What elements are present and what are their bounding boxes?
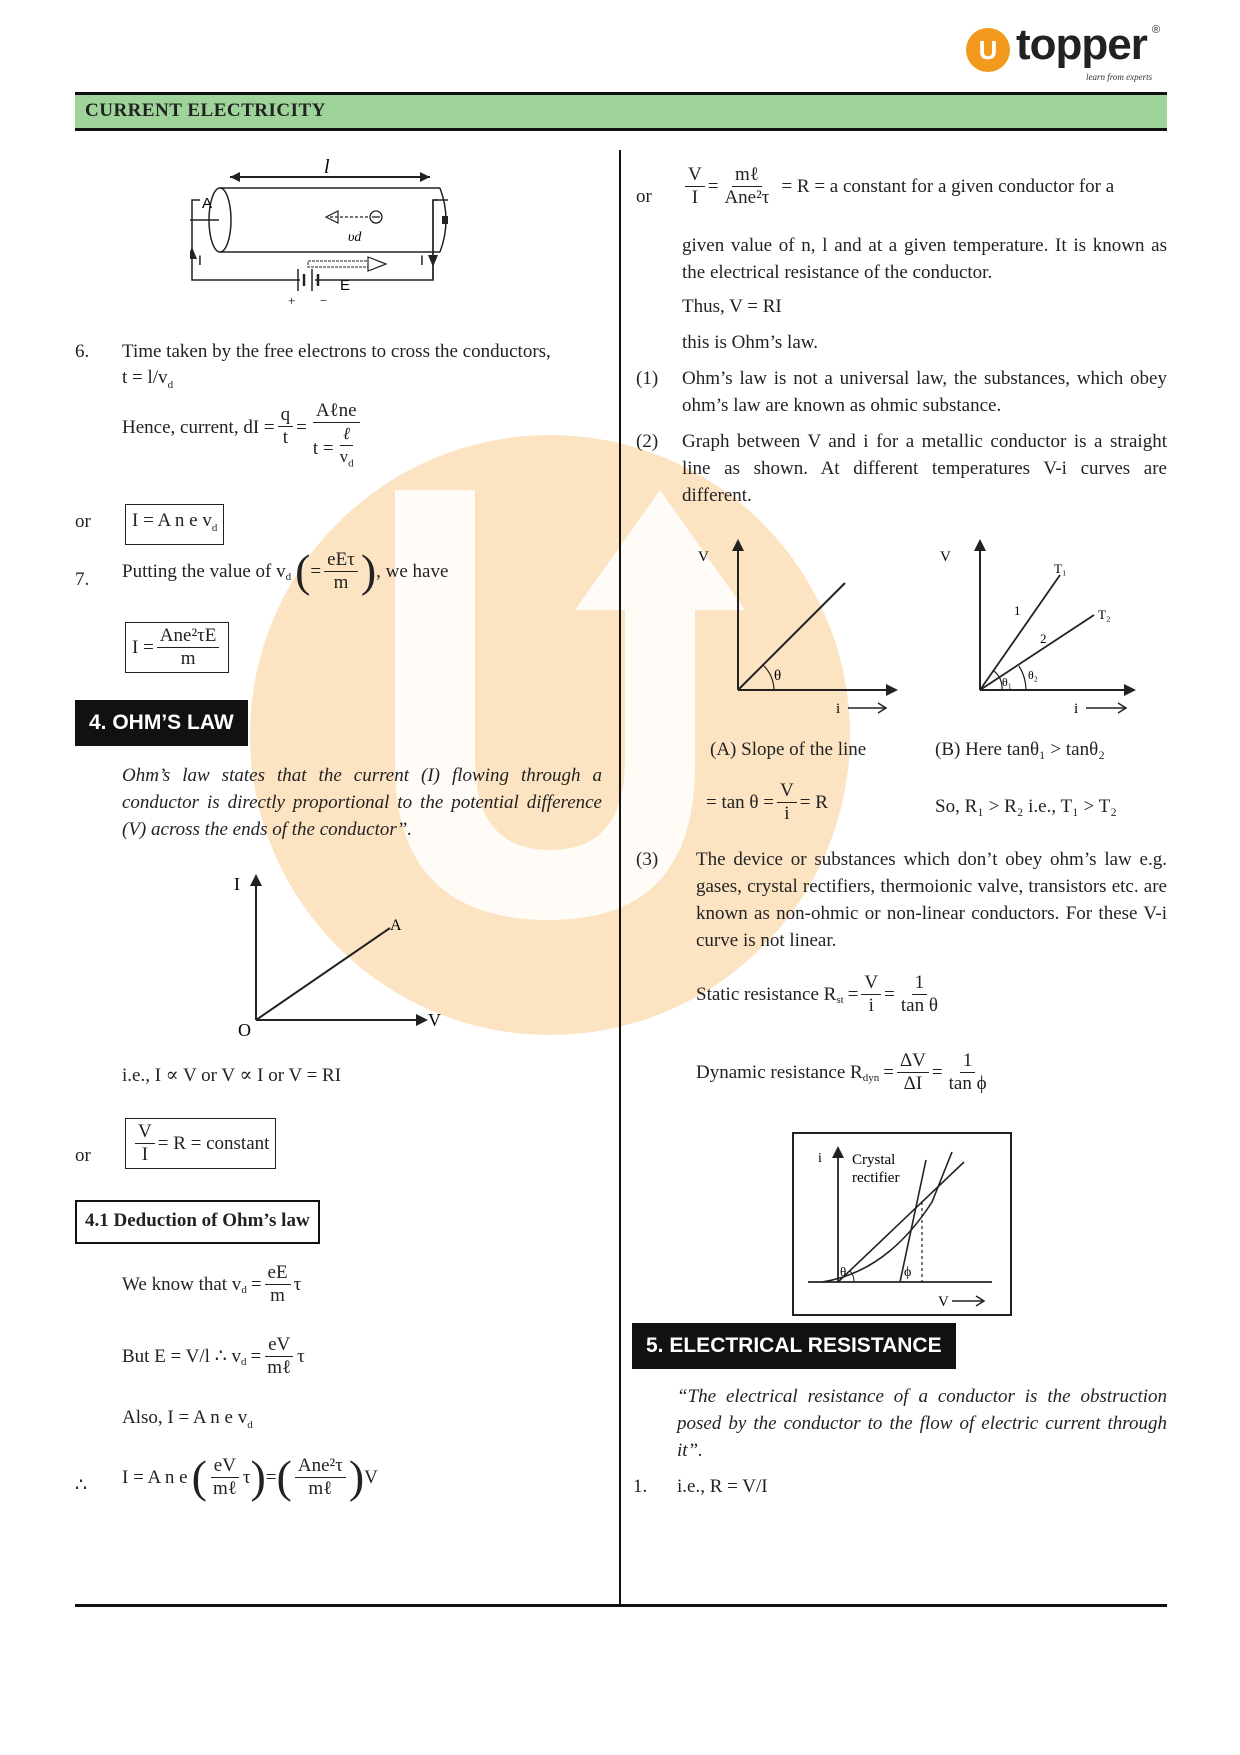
item7-text: Putting the value of v — [122, 560, 286, 582]
logo-tagline: learn from experts — [1086, 72, 1153, 82]
thus-V-RI: Thus, V = RI — [682, 296, 782, 317]
static-resistance: Static resistance R $_{st}$ = $\frac{V}{i}$ = $\frac{1}{\text{tan θ}}$ — [696, 972, 938, 1016]
but-E-line: But E = V/l ∴ v $_d$ = $\frac{eV}{\text{mℓ}}$ τ — [122, 1334, 305, 1378]
fig1-length-label: l — [324, 156, 330, 178]
resistance-constant-box: $\frac{V}{I}$ = R = constant — [125, 1118, 276, 1169]
caption-A: (A) Slope of the line — [710, 739, 867, 760]
graphB-line2: 2 — [1040, 631, 1047, 646]
crystal-rectifier-graph — [792, 1132, 1012, 1316]
graphA-i: i — [836, 701, 841, 715]
crystal-label-2: rectifier — [852, 1170, 900, 1186]
item6-formula-text: t = l/v — [122, 367, 168, 388]
resistance-explanation: given value of n, l and at a given temperature. It is known as the electrical resistance of the conductor. — [682, 235, 1167, 283]
drift-velocity-figure — [190, 155, 500, 335]
crystal-V: V — [938, 1294, 949, 1310]
current-drift-box: I = $\frac{\text{Ane²τE}}{m}$ — [125, 622, 229, 673]
item7-line: Putting the value of v $_d$ ( = $\frac{\text{eEτ}}{m}$ ) , we have — [122, 545, 449, 596]
point2-number: (2) — [636, 431, 659, 452]
graphB-theta2: θ₂ — [1028, 668, 1038, 682]
graph-A-label: A — [390, 917, 402, 934]
section-electrical-resistance: 5. ELECTRICAL RESISTANCE — [632, 1323, 956, 1369]
point3-number: (3) — [636, 849, 659, 870]
graphB-T2: T₂ — [1098, 607, 1111, 622]
tan-theta-line: = tan θ = $\frac{V}{i}$ = R — [706, 780, 828, 824]
hence-label: Hence, current, dI = — [122, 417, 275, 438]
fig1-A-label: A — [202, 195, 213, 212]
column-divider — [619, 150, 621, 1605]
point2-text: Graph between V and i for a metallic conductor is a straight line as shown. At different temperatures V-i curves are different. — [682, 431, 1167, 506]
fig1-I-right: I — [420, 252, 424, 268]
this-is-ohms-law: this is Ohm’s law. — [682, 332, 818, 353]
fig1-I-left: I — [198, 252, 202, 268]
ohms-law-definition: Ohm’s law states that the current (I) flowing through a conductor is directly proportional to the potential difference (V) across the ends of the conductor”. — [122, 765, 602, 840]
therefore-symbol: ∴ — [75, 1475, 88, 1496]
fig1-E-label: E — [340, 277, 351, 294]
chapter-title: CURRENT ELECTRICITY — [85, 100, 326, 121]
point1-text: Ohm’s law is not a universal law, the substances, which obey ohm’s law are known as ohmic substance. — [682, 368, 1167, 416]
logo-registered: ® — [1152, 24, 1161, 36]
fig1-minus: − — [320, 293, 328, 308]
fig1-vd-label: υd — [348, 230, 362, 245]
item6-formula: $t = l/v_d$ — [122, 367, 174, 391]
graphA-theta: θ — [774, 668, 782, 684]
proportionality-line: i.e., I ∝ V or V ∝ I or V = RI — [122, 1065, 342, 1086]
item6-number: 6. — [75, 341, 90, 362]
dynamic-resistance: Dynamic resistance R $_{dyn}$ = $\frac{\Delta V}{\Delta I}$ = $\frac{1}{\text{tan ϕ}}$ — [696, 1050, 987, 1094]
crystal-label-1: Crystal — [852, 1152, 896, 1168]
graph-I-label: I — [234, 874, 240, 894]
fig1-plus: + — [288, 293, 296, 308]
crystal-phi: ϕ — [904, 1265, 912, 1280]
item1-text: i.e., R = V/I — [677, 1476, 768, 1497]
point3-text: The device or substances which don’t obey ohm’s law e.g. gases, crystal rectifiers, thermoionic valve, transistors etc. are known as non-ohmic or non-linear conductors. For these V-i curve is not linear. — [696, 849, 1167, 951]
ohms-law-graph — [230, 870, 450, 1040]
chapter-band — [75, 95, 1167, 131]
point1-number: (1) — [636, 368, 659, 389]
footer-rule — [75, 1604, 1167, 1607]
graphB-theta1: θ₁ — [1002, 675, 1012, 689]
so-R1-R2: So, R₁ > R₂ i.e., T₁ > T₂ — [935, 796, 1117, 817]
graphB-line1: 1 — [1014, 603, 1021, 618]
graphA-V: V — [698, 549, 709, 565]
item7-number: 7. — [75, 569, 90, 590]
logo — [966, 20, 1166, 86]
resistance-definition: “The electrical resistance of a conductor is the obstruction posed by the conductor to the flow of electric current through it”. — [677, 1386, 1167, 1461]
graph-V-label: V — [428, 1010, 441, 1030]
current-formula-box: I = A n e $v_d$ — [125, 504, 224, 545]
we-have: , we have — [376, 560, 449, 582]
logo-brand: topper — [1016, 20, 1147, 69]
also-line: Also, I = A n e $v_d$ — [122, 1407, 253, 1431]
q-over-t: $\frac{q}{t}$ — [278, 404, 294, 449]
vi-graph-B — [932, 535, 1142, 715]
crystal-theta: θ — [840, 1264, 847, 1279]
or-label-2: or — [75, 1145, 91, 1166]
resistance-formula-line: $\frac{V}{I}$ = $\frac{\text{mℓ}}{\text{Ane²τ}}$ = R = a constant for a given conductor for a — [682, 164, 1167, 209]
Alne-over-t: Aℓne t = $\frac{\text{ℓ}}{v_d}$ — [310, 400, 363, 474]
hence-current-line: Hence, current, dI = $\frac{q}{t}$ = Aℓne t = $\frac{\text{ℓ}}{v_d}$ — [122, 400, 366, 474]
final-ohm-derivation: I = A n e ( $\frac{eV}{\text{mℓ}}$ τ ) = ( $\frac{\text{Ane²τ}}{\text{mℓ}}$ ) V — [122, 1451, 378, 1502]
graphB-i: i — [1074, 701, 1079, 715]
vi-graph-A — [690, 535, 900, 715]
we-know-line: We know that v $_d$ = $\frac{eE}{m}$ τ — [122, 1262, 302, 1306]
or-label-3: or — [636, 186, 652, 207]
graphB-V: V — [940, 549, 951, 565]
or-label-1: or — [75, 511, 91, 532]
section-ohms-law: 4. OHM’S LAW — [75, 700, 248, 746]
item1-number: 1. — [633, 1476, 648, 1497]
section-deduction-ohms-law: 4.1 Deduction of Ohm’s law — [75, 1200, 320, 1244]
caption-B: (B) Here tanθ₁ > tanθ₂ — [935, 739, 1105, 760]
logo-mark-icon: U — [966, 28, 1010, 72]
item6-text: Time taken by the free electrons to cross the conductors, — [122, 341, 551, 362]
graphB-T1: T₁ — [1054, 561, 1067, 576]
crystal-i: i — [818, 1151, 822, 1166]
graph-O-label: O — [238, 1020, 251, 1040]
